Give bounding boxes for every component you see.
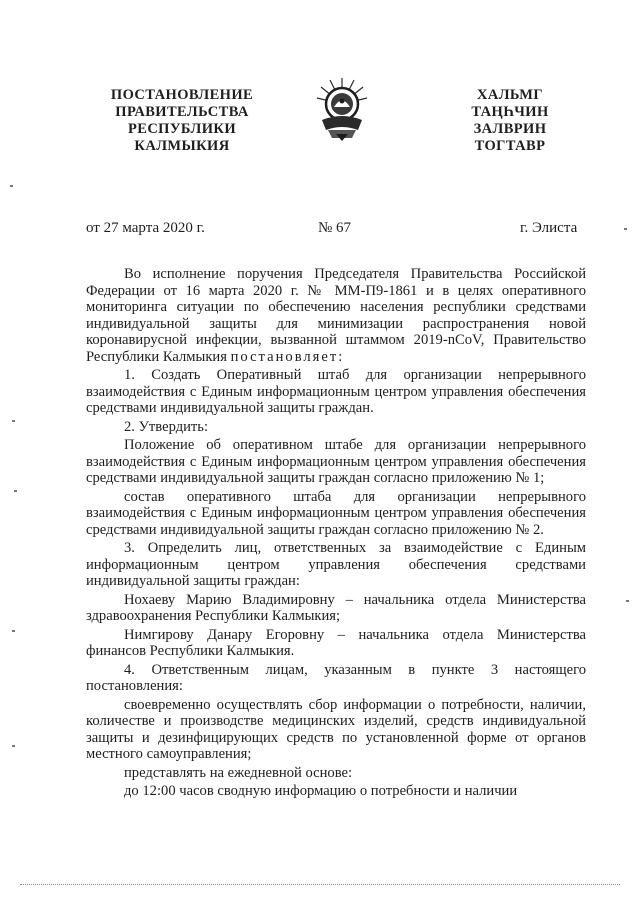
paragraph-3a: Нохаеву Марию Владимировну – начальника отдела Министерства здравоохранения Республики Калмыкия; bbox=[86, 591, 586, 624]
scan-speck bbox=[14, 490, 17, 492]
issuer-line: РЕСПУБЛИКИ bbox=[127, 121, 237, 137]
intro-text: Во исполнение поручения Председателя Правительства Российской Федерации от 16 марта 2020 г. № ММ-П9-1861 и в целях оперативного мониторинга ситуации по обеспечению населения республики средствами индивидуальной защиты для минимизации распространения новой коронавирусной инфекции, вызванной штаммом 2019-nCoV, Правительство Республики Калмыкия bbox=[86, 266, 586, 365]
scan-speck bbox=[626, 600, 629, 602]
paragraph-2a: Положение об оперативном штабе для организации непрерывного взаимодействия с Единым информационным центром управления обеспечения средствами индивидуальной защиты граждан согласно приложению № 1; bbox=[86, 437, 586, 486]
scan-speck bbox=[12, 630, 15, 632]
paragraph-2b: состав оперативного штаба для организации непрерывного взаимодействия с Единым информационным центром управления обеспечения средствами индивидуальной защиты граждан согласно приложению № 2. bbox=[86, 488, 586, 538]
paragraph-4c: до 12:00 часов сводную информацию о потребности и наличии bbox=[124, 783, 518, 799]
document-date: от 27 марта 2020 г. bbox=[86, 220, 205, 236]
scan-speck bbox=[12, 745, 15, 747]
scan-edge-line bbox=[20, 884, 620, 885]
decree-word: постановляет: bbox=[230, 348, 345, 365]
issuer-line: КАЛМЫКИЯ bbox=[134, 138, 230, 154]
paragraph-3: 3. Определить лиц, ответственных за взаимодействие с Единым информационным центром управления обеспечения средствами индивидуальной защиты граждан: bbox=[86, 540, 586, 589]
document-city: г. Элиста bbox=[520, 220, 578, 236]
paragraph-1: 1. Создать Оперативный штаб для организации непрерывного взаимодействия с Единым информационным центром управления обеспечения средствами индивидуальной защиты граждан. bbox=[86, 367, 586, 416]
issuer-line: ПОСТАНОВЛЕНИЕ bbox=[110, 87, 254, 103]
kalmykia-coat-of-arms-icon bbox=[314, 74, 370, 147]
issuer-header-russian bbox=[92, 87, 272, 155]
issuer-header-kalmyk bbox=[456, 87, 564, 155]
issuer-line: ТАҢҺЧИН bbox=[471, 104, 549, 120]
document-number: № 67 bbox=[318, 220, 352, 236]
scan-speck bbox=[12, 420, 15, 422]
paragraph-4: 4. Ответственным лицам, указанным в пункте 3 настоящего постановления: bbox=[86, 661, 586, 694]
paragraph-4a: своевременно осуществлять сбор информации о потребности, наличии, количестве и производстве медицинских изделий, средств индивидуальной защиты и дезинфицирующих средств по установленной форме от органов местного самоуправления; bbox=[86, 696, 586, 762]
issuer-line: ЗАЛВРИН bbox=[473, 121, 547, 137]
paragraph-4b: представлять на ежедневной основе: bbox=[124, 764, 353, 781]
scan-speck bbox=[624, 228, 627, 230]
issuer-line: ТОГТАВР bbox=[474, 138, 546, 154]
paragraph-2: 2. Утвердить: bbox=[124, 418, 209, 435]
scan-speck bbox=[10, 185, 13, 187]
issuer-line: ПРАВИТЕЛЬСТВА bbox=[115, 104, 249, 120]
intro-paragraph bbox=[86, 266, 586, 365]
paragraph-3b: Нимгирову Данару Егоровну – начальника отдела Министерства финансов Республики Калмыкия. bbox=[86, 626, 586, 659]
document-body bbox=[86, 266, 586, 802]
issuer-line: ХАЛЬМГ bbox=[476, 87, 544, 103]
